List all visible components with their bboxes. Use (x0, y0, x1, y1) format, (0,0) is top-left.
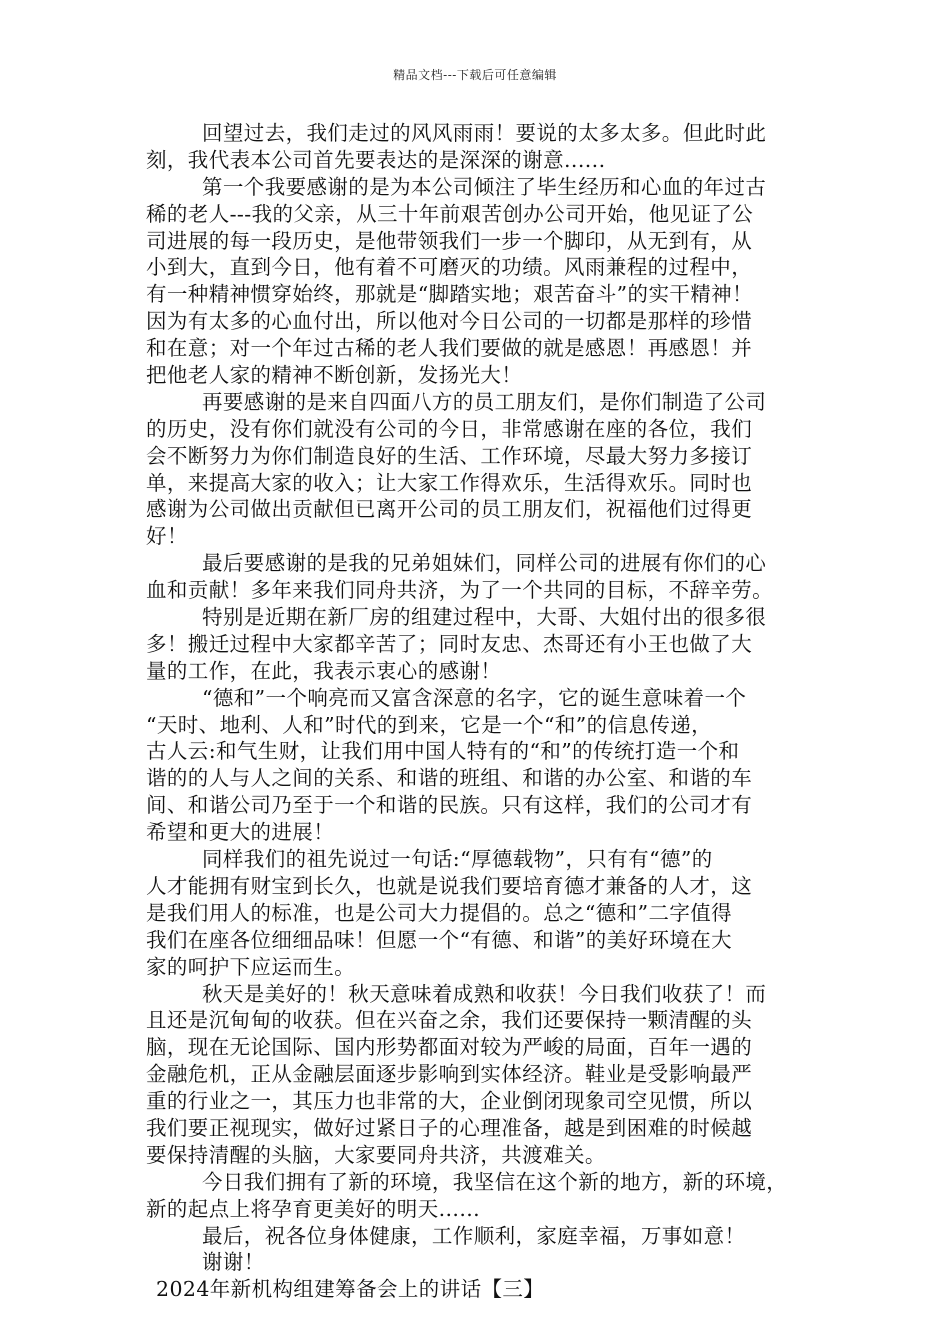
text-line: 血和贡献！多年来我们同舟共济，为了一个共同的目标，不辞辛劳。 (146, 578, 773, 603)
text-line: 我们在座各位细细品味！但愿一个“有德、和谐”的美好环境在大 (146, 927, 733, 952)
text-line: 因为有太多的心血付出，所以他对今日公司的一切都是那样的珍惜 (146, 309, 753, 334)
text-line: 脑，现在无论国际、国内形势都面对较为严峻的局面，百年一遇的 (146, 1035, 753, 1060)
text-line: 稀的老人---我的父亲，从三十年前艰苦创办公司开始，他见证了公 (146, 201, 754, 226)
text-line: 再要感谢的是来自四面八方的员工朋友们，是你们制造了公司 (202, 389, 767, 414)
text-line: 和在意；对一个年过古稀的老人我们要做的就是感恩！再感恩！并 (146, 336, 753, 361)
text-line: 重的行业之一，其压力也非常的大，企业倒闭现象司空见惯，所以 (146, 1089, 753, 1114)
text-line: 有一种精神惯穿始终，那就是“脚踏实地；艰苦奋斗”的实干精神！ (146, 282, 753, 307)
text-line: 希望和更大的进展！ (146, 820, 335, 845)
text-line: 小到大，直到今日，他有着不可磨灭的功绩。风雨兼程的过程中， (146, 255, 753, 280)
text-line: 人才能拥有财宝到长久，也就是说我们要培育德才兼备的人才，这 (146, 873, 753, 898)
section-heading: 2024年新机构组建筹备会上的讲话【三】 (156, 1277, 545, 1302)
text-line: 多！搬迁过程中大家都辛苦了；同时友忠、杰哥还有小王也做了大 (146, 631, 753, 656)
text-line: 同样我们的祖先说过一句话:“厚德载物”，只有有“德”的 (202, 847, 713, 872)
text-line: 把他老人家的精神不断创新，发扬光大！ (146, 363, 523, 388)
text-line: 谢谢！ (202, 1250, 265, 1275)
text-line: 回望过去，我们走过的风风雨雨！要说的太多太多。但此时此 (202, 121, 767, 145)
document-body (146, 120, 830, 1303)
text-line: 司进展的每一段历史，是他带领我们一步一个脚印，从无到有，从 (146, 228, 753, 253)
text-line: “天时、地利、人和”时代的到来，它是一个“和”的信息传递， (146, 712, 713, 737)
text-line: 谐的的人与人之间的关系、和谐的班组、和谐的办公室、和谐的车 (146, 766, 753, 791)
text-line: 特别是近期在新厂房的组建过程中，大哥、大姐付出的很多很 (202, 605, 767, 630)
text-line: 秋天是美好的！秋天意味着成熟和收获！今日我们收获了！而 (202, 981, 767, 1006)
text-line: 今日我们拥有了新的环境，我坚信在这个新的地方，新的环境， (202, 1169, 788, 1194)
text-line: 会不断努力为你们制造良好的生活、工作环境，尽最大努力多接订 (146, 443, 753, 468)
text-line: 单，来提高大家的收入；让大家工作得欢乐，生活得欢乐。同时也 (146, 470, 753, 495)
text-line: 古人云:和气生财，让我们用中国人特有的“和”的传统打造一个和 (146, 739, 740, 764)
text-line: 金融危机，正从金融层面逐步影响到实体经济。鞋业是受影响最严 (146, 1062, 753, 1087)
text-line: 我们要正视现实，做好过紧日子的心理准备，越是到困难的时候越 (146, 1115, 753, 1140)
text-line: 刻，我代表本公司首先要表达的是深深的谢意...... (146, 147, 606, 172)
text-line: 最后要感谢的是我的兄弟姐妹们，同样公司的进展有你们的心 (202, 551, 767, 576)
text-line: 新的起点上将孕育更美好的明天...... (146, 1196, 481, 1221)
text-line: 第一个我要感谢的是为本公司倾注了毕生经历和心血的年过古 (202, 174, 767, 199)
text-line: 要保持清醒的头脑，大家要同舟共济，共渡难关。 (146, 1142, 606, 1167)
text-line: 是我们用人的标准，也是公司大力提倡的。总之“德和”二字值得 (146, 900, 733, 925)
text-line: 好！ (146, 524, 188, 549)
text-line: 的历史，没有你们就没有公司的今日，非常感谢在座的各位，我们 (146, 416, 753, 441)
text-line: 量的工作，在此，我表示衷心的感谢！ (146, 658, 502, 683)
page-header: 精品文档---下载后可任意编辑 (393, 68, 557, 82)
text-line: “德和”一个响亮而又富含深意的名字，它的诞生意味着一个 (202, 685, 747, 710)
text-line: 且还是沉甸甸的收获。但在兴奋之余，我们还要保持一颗清醒的头 (146, 1008, 753, 1033)
text-line: 家的呵护下应运而生。 (146, 954, 355, 979)
text-line: 间、和谐公司乃至于一个和谐的民族。只有这样，我们的公司才有 (146, 793, 753, 818)
text-line: 最后，祝各位身体健康，工作顺利，家庭幸福，万事如意！ (202, 1223, 746, 1248)
text-line: 感谢为公司做出贡献但已离开公司的员工朋友们，祝福他们过得更 (146, 497, 753, 522)
